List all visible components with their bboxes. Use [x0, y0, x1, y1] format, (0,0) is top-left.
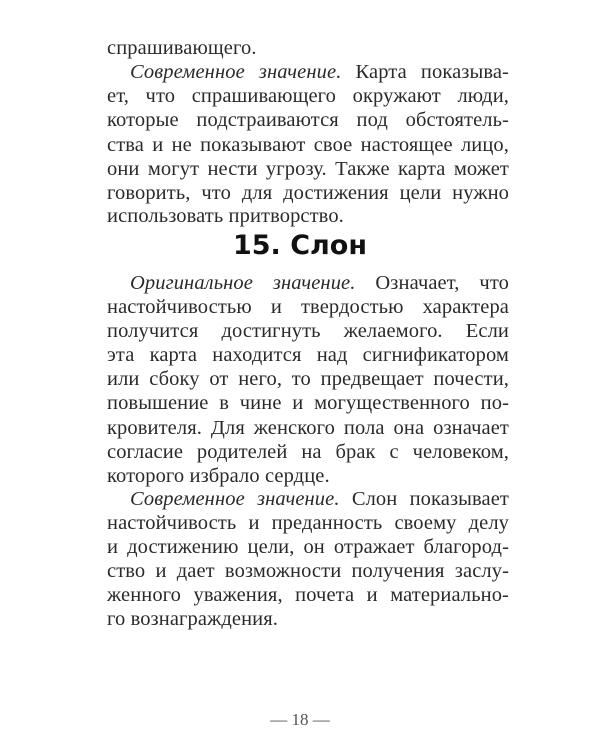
text-line: Оригинальное значение. Означает, что — [130, 272, 509, 294]
text-line: говорить, что для достижения цели нужно — [107, 181, 509, 204]
original-meaning-label: Оригинальное значение. — [130, 272, 356, 294]
modern-meaning-label: Современное значение. — [130, 61, 342, 83]
text-line: согласие родителей на брак с человеком, — [107, 440, 509, 463]
text-line: Современное значение. Карта показыва- — [130, 61, 509, 83]
text-line: которые подстраиваются под обстоятель- — [107, 109, 509, 131]
section-heading: 15. Слон — [232, 230, 368, 261]
text-line: Современное значение. Слон показывает — [130, 488, 509, 510]
text-line: и достижению цели, он отражает благород- — [107, 536, 509, 558]
text-line: ство и дает возможности получения заслу- — [107, 560, 509, 582]
page-number: — 18 — — [270, 710, 330, 729]
text-line: которого избрало сердце. — [107, 464, 330, 487]
text-line: эта карта находится над сигнификатором — [107, 344, 509, 366]
text-line: ет, что спрашивающего окружают люди, — [107, 85, 509, 107]
text-line: го вознаграждения. — [107, 608, 278, 630]
text-line: использовать притворство. — [107, 205, 344, 227]
text-line: спрашивающего. — [107, 37, 257, 59]
text-line: они могут нести угрозу. Также карта может — [107, 157, 509, 180]
text-line: повышение в чине и могущественного по- — [107, 392, 509, 414]
text-line: кровителя. Для женского пола она означает — [107, 416, 509, 439]
text-line: получится достигнуть желаемого. Если — [107, 320, 509, 342]
modern-meaning-label: Современное значение. — [130, 488, 340, 510]
text-line: настойчивостью и твердостью характера — [107, 296, 509, 318]
text-line: ства и не показывают свое настоящее лицо, — [107, 133, 509, 156]
text-line: настойчивость и преданность своему делу — [107, 512, 509, 534]
text-line: женного уважения, почета и материально- — [107, 584, 509, 606]
text-line: или сбоку от него, то предвещает почести, — [107, 368, 509, 390]
